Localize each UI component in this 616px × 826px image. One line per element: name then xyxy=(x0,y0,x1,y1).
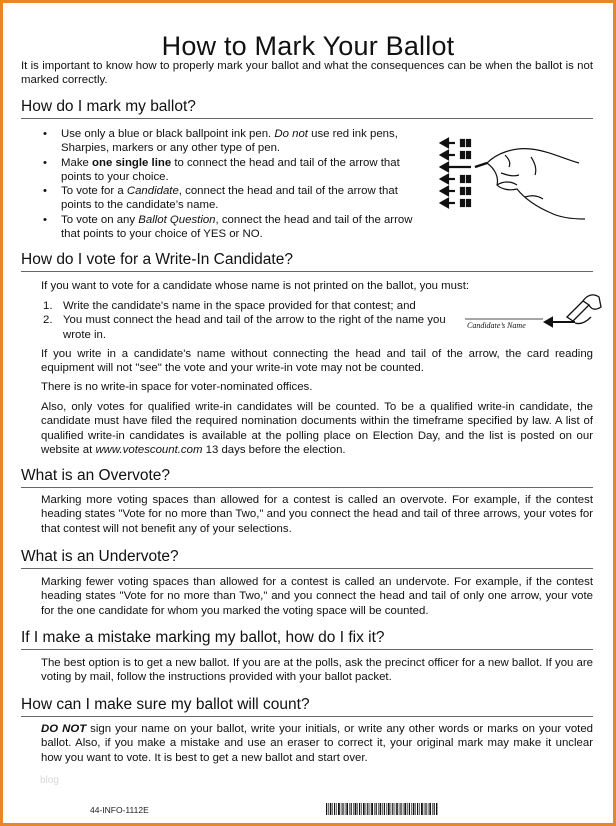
list-item: 2. You must connect the head and tail of the arrow to the right of the name you wrote in. xyxy=(43,314,446,341)
page-title: How to Mark Your Ballot xyxy=(161,31,455,62)
mark-ballot-list xyxy=(41,127,426,241)
arrow-icon xyxy=(441,151,470,159)
list-item: • To vote for a Candidate, connect the head and tail of the arrow that points to the candidate’s name. xyxy=(41,184,426,213)
list-item: 1. Write the candidate's name in the space provided for that contest; and xyxy=(43,300,416,312)
write-in-steps xyxy=(41,299,461,342)
section-heading-mark-ballot: How do I mark my ballot? xyxy=(21,98,196,115)
arrow-icon xyxy=(441,175,470,183)
section-divider xyxy=(21,271,593,272)
arrow-icon xyxy=(441,199,470,207)
hand-with-pen-icon xyxy=(567,295,601,324)
section-divider xyxy=(21,118,593,119)
arrow-icon xyxy=(441,139,470,147)
hand-marking-arrows-illustration xyxy=(439,133,589,228)
website-link: www.votescount.com xyxy=(95,443,203,456)
section-divider xyxy=(21,716,593,717)
watermark: blog xyxy=(40,775,59,786)
candidate-name-label: Candidate’s Name xyxy=(467,321,526,330)
ballot-count-paragraph: DO NOT sign your name on your ballot, write your initials, or write any other words or marks on your voted ballot. Also, if you make a mistake and use an eraser to correct it, your original mark may make it unclear how you want to vote. It is best to get a new ballot and start over. xyxy=(41,723,593,764)
section-divider xyxy=(21,649,593,650)
form-code: 44-INFO-1112E xyxy=(90,805,149,815)
barcode-icon xyxy=(326,803,438,815)
list-item: • To vote on any Ballot Question, connect the head and tail of the arrow that points to your choice of YES or NO. xyxy=(41,213,426,242)
write-in-lead: If you want to vote for a candidate whose name is not printed on the ballot, you must: xyxy=(41,280,470,292)
arrow-icon xyxy=(441,163,471,171)
section-heading-overvote: What is an Overvote? xyxy=(21,467,171,484)
mistake-paragraph: The best option is to get a new ballot. If you are at the polls, ask the precinct officer for a new ballot. If you are voting by mail, follow the instructions provided with your ballot packet. xyxy=(41,657,593,684)
write-in-paragraph: If you write in a candidate's name without connecting the head and tail of the arrow, the card reading equipment will not "see" the vote and your write-in vote may not be counted. xyxy=(41,348,593,375)
section-heading-undervote: What is an Undervote? xyxy=(21,548,179,565)
write-in-paragraph: There is no write-in space for voter-nominated offices. xyxy=(41,381,313,393)
section-heading-write-in: How do I vote for a Write-In Candidate? xyxy=(21,251,293,268)
overvote-paragraph: Marking more voting spaces than allowed for a contest is called an overvote. For example, if the contest heading states "Vote for no more than Two," and you connect the head and tail of three arrows, your votes for that contest will not benefit any of your selections. xyxy=(41,494,593,535)
undervote-paragraph: Marking fewer voting spaces than allowed for a contest is called an undervote. For example, if the contest heading states "Vote for no more than Two," and you connect the head and tail of only one arrow, your vote for the one candidate for whom you marked the voting space will be counted. xyxy=(41,576,593,617)
section-divider xyxy=(21,487,593,488)
section-heading-mistake: If I make a mistake marking my ballot, how do I fix it? xyxy=(21,629,385,646)
write-in-paragraph: Also, only votes for qualified write-in candidates will be counted. To be a qualified write-in candidate, the candidate must have filed the required nomination documents within the timeframe specified by law. A list of qualified write-in candidates is available at the polling place on Election Day, and the list is posted on our website at www.votescount.com 13 days before the election. xyxy=(41,401,593,456)
intro-paragraph: It is important to know how to properly mark your ballot and what the consequences can be when the ballot is not marked correctly. xyxy=(21,60,593,87)
hand-icon xyxy=(475,149,585,219)
section-heading-ballot-count: How can I make sure my ballot will count? xyxy=(21,696,310,713)
pen-icon xyxy=(475,163,487,167)
list-item: • Use only a blue or black ballpoint ink pen. Do not use red ink pens, Sharpies, markers or any other type of pen. xyxy=(41,127,426,156)
list-item: • Make one single line to connect the head and tail of the arrow that points to your choice. xyxy=(41,156,426,185)
section-divider xyxy=(21,568,593,569)
arrow-icon xyxy=(441,187,470,195)
